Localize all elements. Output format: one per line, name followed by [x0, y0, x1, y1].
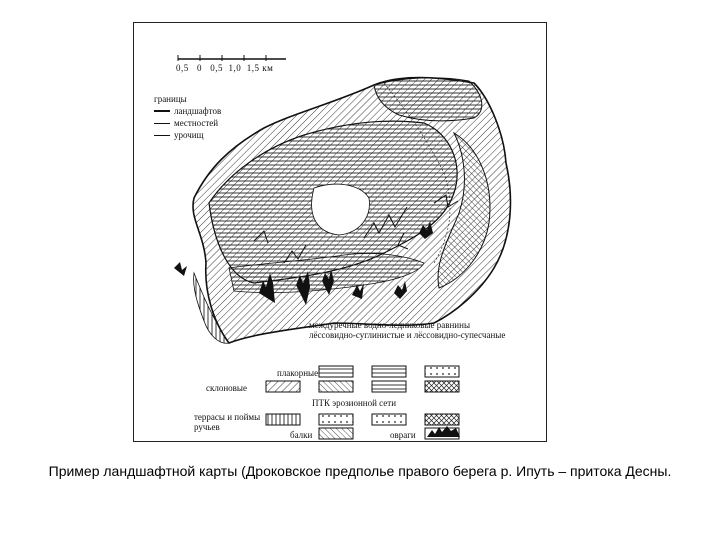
border-localities-label: местностей [174, 118, 219, 128]
map-drawing [134, 23, 548, 443]
border-tracts [154, 129, 221, 141]
legend-erosion-title: ПТК эрозионной сети [312, 398, 397, 408]
scale-tick-5: 1,5 км [246, 63, 274, 73]
legend-plain-title: междуречные водно-ледниковые равнины лёссовидно-суглинистые и лёссовидно-супесчаные [309, 320, 506, 340]
scale-tick-1: 0,5 [176, 63, 189, 73]
legend-ovragi: овраги [390, 430, 416, 440]
borders-legend [154, 93, 221, 141]
swatch-terrace-2 [319, 414, 353, 425]
legend-slope: склоновые [206, 383, 247, 393]
swatch-plakor-2 [372, 366, 406, 377]
swatch-slope-2 [319, 381, 353, 392]
swatch-slope-3 [372, 381, 406, 392]
scale-tick-3: 0,5 [210, 63, 223, 73]
swatch-terrace-3 [372, 414, 406, 425]
swatch-plakor-1 [319, 366, 353, 377]
swatch-terrace-4 [425, 414, 459, 425]
swatch-slope-4 [425, 381, 459, 392]
border-landscapes-label: ландшафтов [174, 106, 222, 116]
border-landscapes [154, 105, 221, 117]
figure-caption: Пример ландшафтной карты (Дроковское предполье правого берега р. Ипуть – притока Десны. [48, 463, 672, 479]
border-tracts-label: урочищ [174, 130, 204, 140]
scale-tick-4: 1,0 [228, 63, 242, 73]
legend-balki: балки [290, 430, 313, 440]
swatch-plakor-3 [425, 366, 459, 377]
border-line-medium [154, 123, 170, 124]
swatch-terrace-1 [266, 414, 300, 425]
border-line-thin [154, 135, 170, 136]
borders-title: границы [154, 94, 187, 104]
scale-bar [178, 55, 286, 61]
swatch-slope-1 [266, 381, 300, 392]
scale-tick-2: 0 [197, 63, 202, 73]
landscape-map [133, 22, 547, 442]
border-line-thick [154, 110, 170, 112]
border-localities [154, 117, 221, 129]
legend-terraces: террасы и поймы ручьев [194, 412, 261, 432]
scale-labels [176, 63, 273, 73]
swatch-balki [319, 428, 353, 439]
legend-plakor: плакорные [277, 368, 319, 378]
